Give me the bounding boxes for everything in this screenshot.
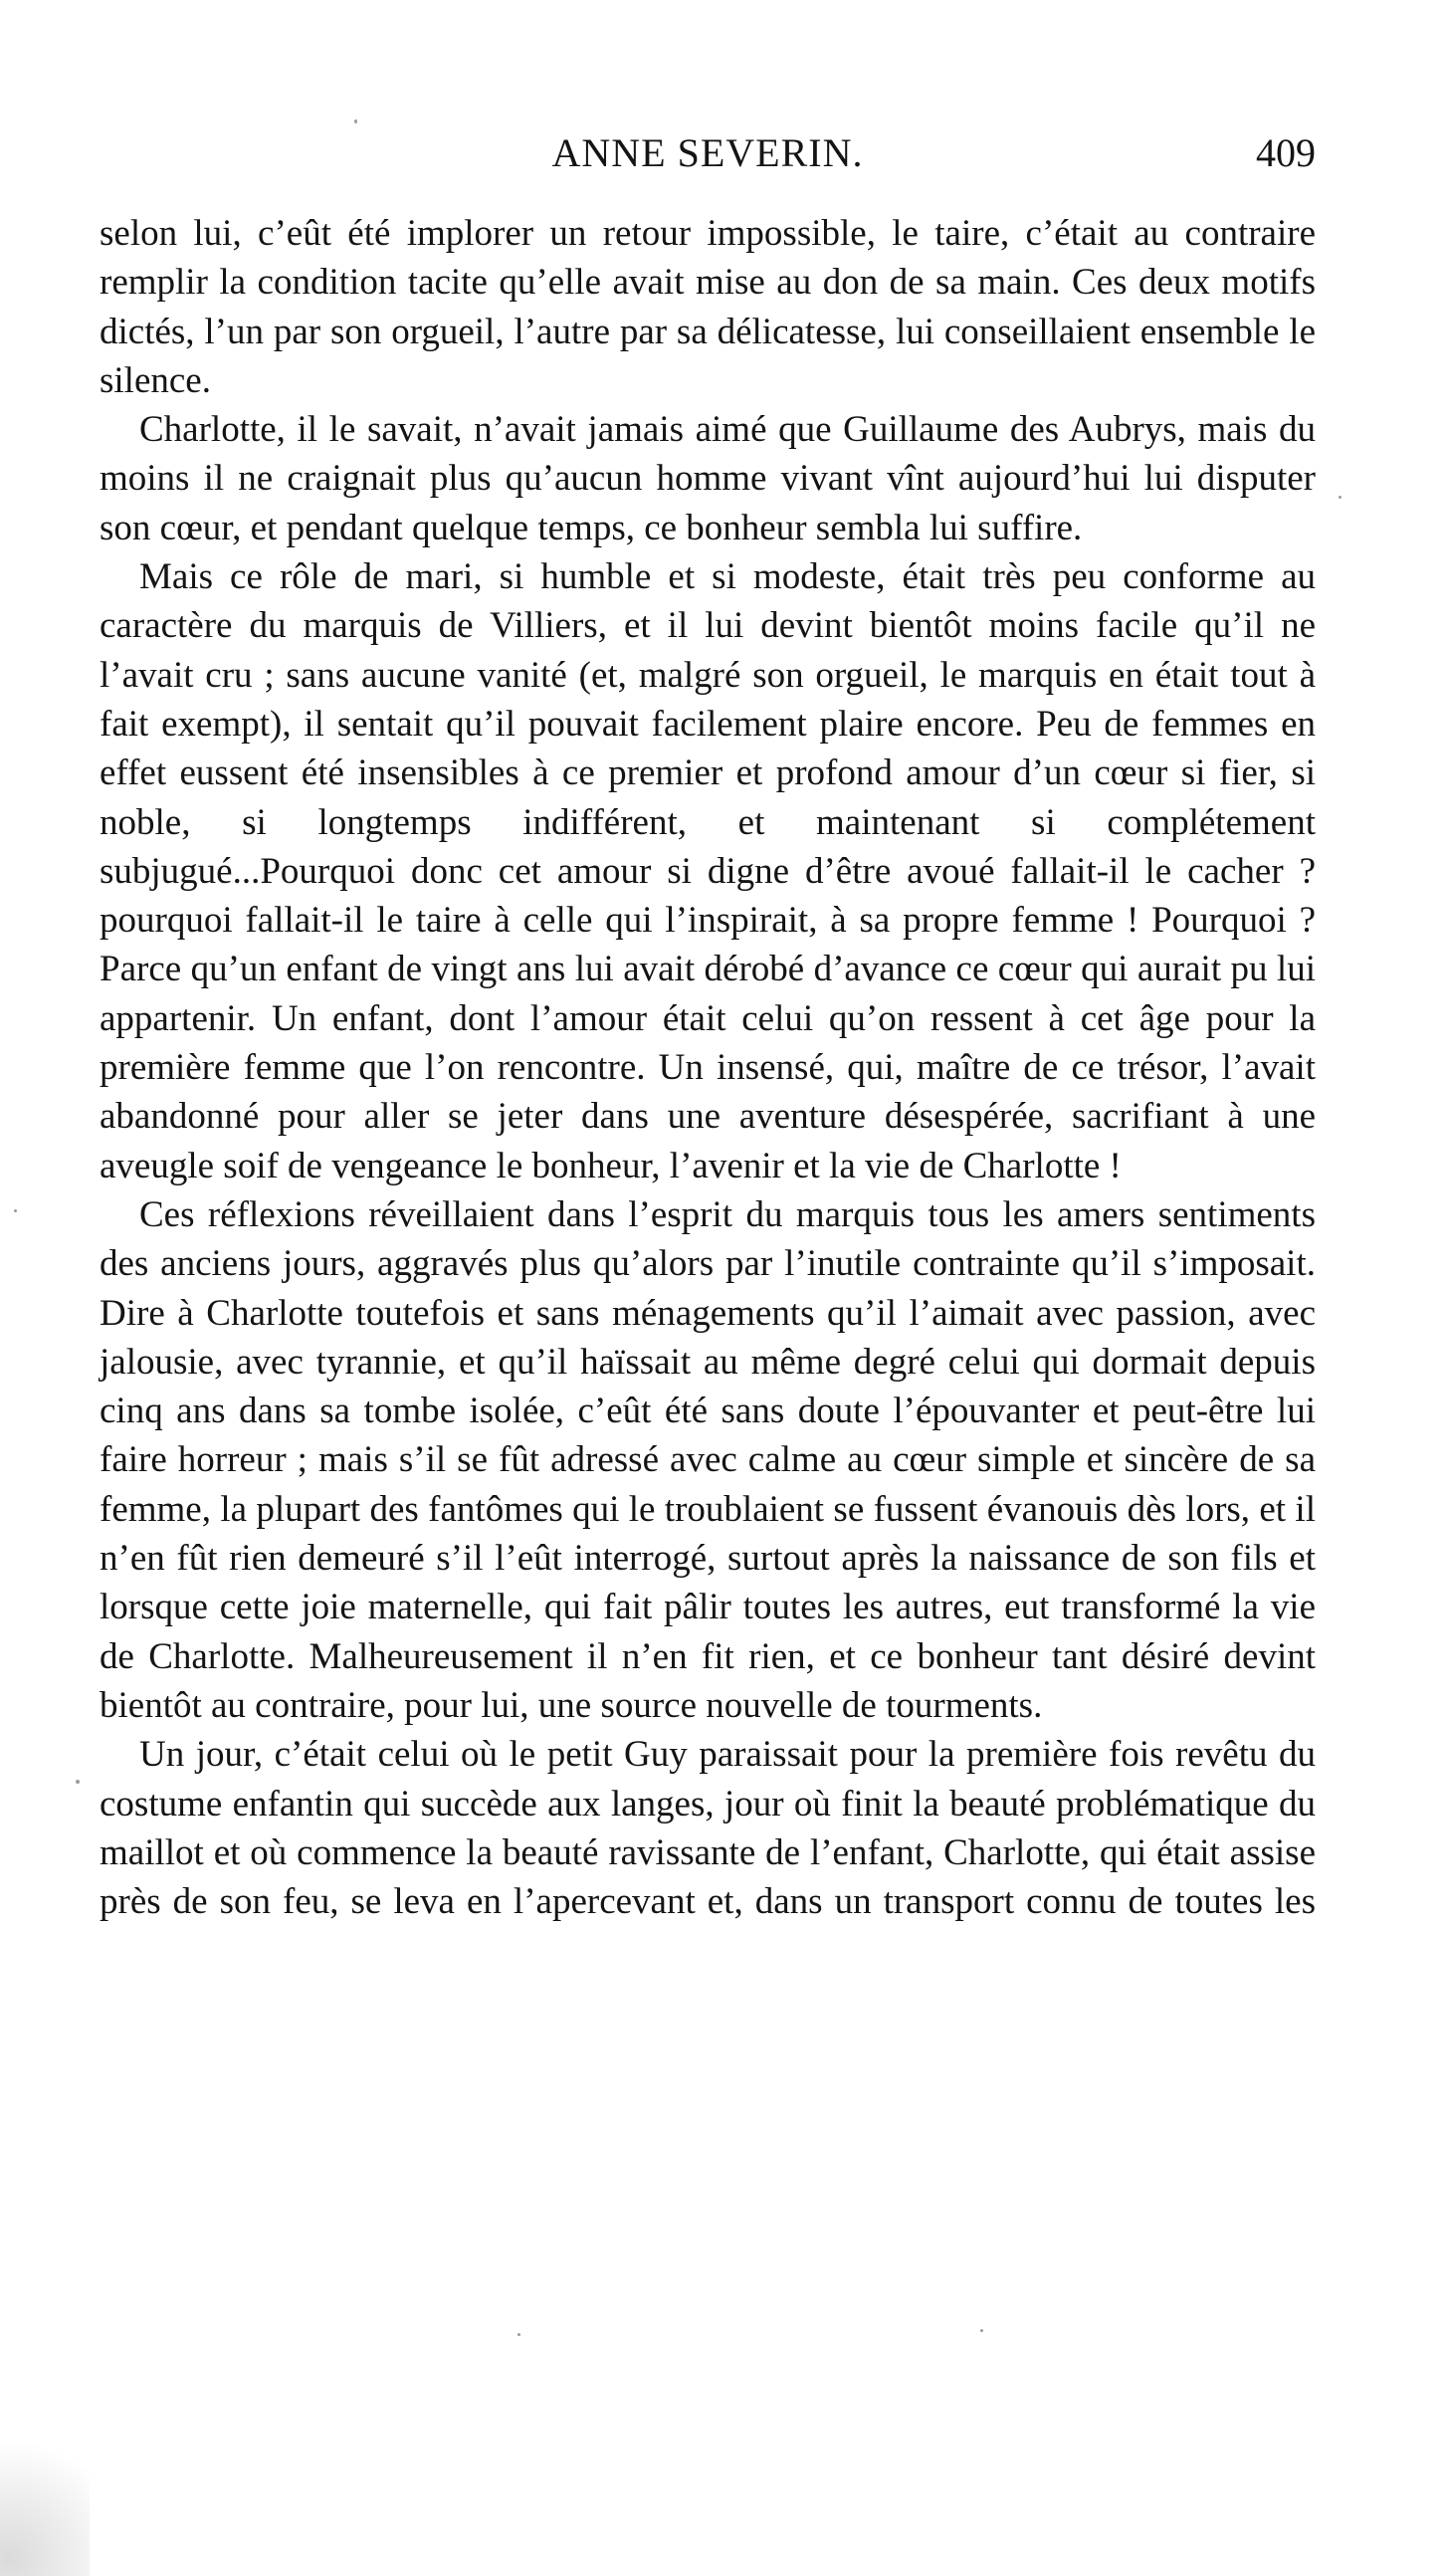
- running-title: ANNE SEVERIN.: [551, 130, 864, 175]
- paragraph-2: Charlotte, il le savait, n’avait jamais aimé que Guillaume des Aubrys, mais du moins il ne craignait plus qu’aucun homme vivant vînt aujourd’hui lui disputer son cœur, et pendant quelque temps, ce bonheur sembla lui suffire.: [100, 409, 1316, 548]
- print-speck: [14, 1209, 17, 1212]
- paragraph-1: selon lui, c’eût été implorer un retour impossible, le taire, c’était au contraire remplir la condition tacite qu’elle avait mise au don de sa main. Ces deux motifs dictés, l’un par son orgueil, l’autre par sa délicatesse, lui conseillaient ensemble le silence.: [100, 213, 1316, 401]
- print-speck: [517, 2333, 520, 2336]
- print-speck: [76, 1780, 80, 1784]
- page-header: [100, 127, 1316, 179]
- print-speck: [980, 2329, 983, 2332]
- print-speck: [1339, 496, 1342, 499]
- paragraph-5: Un jour, c’était celui où le petit Guy paraissait pour la première fois revêtu du costume enfantin qui succède aux langes, jour où finit la beauté problématique du maillot et où commence la beauté ravissante de l’enfant, Charlotte, qui était assise près de son feu, se leva en l’apercevant et, dans un transport connu de toutes les: [100, 1734, 1316, 1923]
- page-number: 409: [1256, 130, 1316, 175]
- body-text: [100, 209, 1316, 1926]
- print-speck: [354, 119, 357, 123]
- paragraph-3: Mais ce rôle de mari, si humble et si modeste, était très peu conforme au caractère du marquis de Villiers, et il lui devint bientôt moins facile qu’il ne l’avait cru ; sans aucune vanité (et, malgré son orgueil, le marquis en était tout à fait exempt), il sentait qu’il pouvait facilement plaire encore. Peu de femmes en effet eussent été insensibles à ce premier et profond amour d’un cœur si fier, si noble, si longtemps indifférent, et maintenant si complétement subjugué...Pourquoi donc cet amour si digne d’être avoué fallait-il le cacher ? pourquoi fallait-il le taire à celle qui l’inspirait, à sa propre femme ! Pourquoi ? Parce qu’un enfant de vingt ans lui avait dérobé d’avance ce cœur qui aurait pu lui appartenir. Un enfant, dont l’amour était celui qu’on ressent à cet âge pour la première femme que l’on rencontre. Un insensé, qui, maître de ce trésor, l’avait abandonné pour aller se jeter dans une aventure désespérée, sacrifiant à une aveugle soif de vengeance le bonheur, l’avenir et la vie de Charlotte !: [100, 556, 1316, 1186]
- scan-edge-noise: [0, 2409, 90, 2576]
- paragraph-4: Ces réflexions réveillaient dans l’esprit du marquis tous les amers sentiments des anciens jours, aggravés plus qu’alors par l’inutile contrainte qu’il s’imposait. Dire à Charlotte toutefois et sans ménagements qu’il l’aimait avec passion, avec jalousie, avec tyrannie, et qu’il haïssait au même degré celui qui dormait depuis cinq ans dans sa tombe isolée, c’eût été sans doute l’épouvanter et peut-être lui faire horreur ; mais s’il se fût adressé avec calme au cœur simple et sincère de sa femme, la plupart des fantômes qui le troublaient se fussent évanouis dès lors, et il n’en fût rien demeuré s’il l’eût interrogé, surtout après la naissance de son fils et lorsque cette joie maternelle, qui fait pâlir toutes les autres, eut transformé la vie de Charlotte. Malheureusement il n’en fit rien, et ce bonheur tant désiré devint bientôt au contraire, pour lui, une source nouvelle de tourments.: [100, 1193, 1316, 1726]
